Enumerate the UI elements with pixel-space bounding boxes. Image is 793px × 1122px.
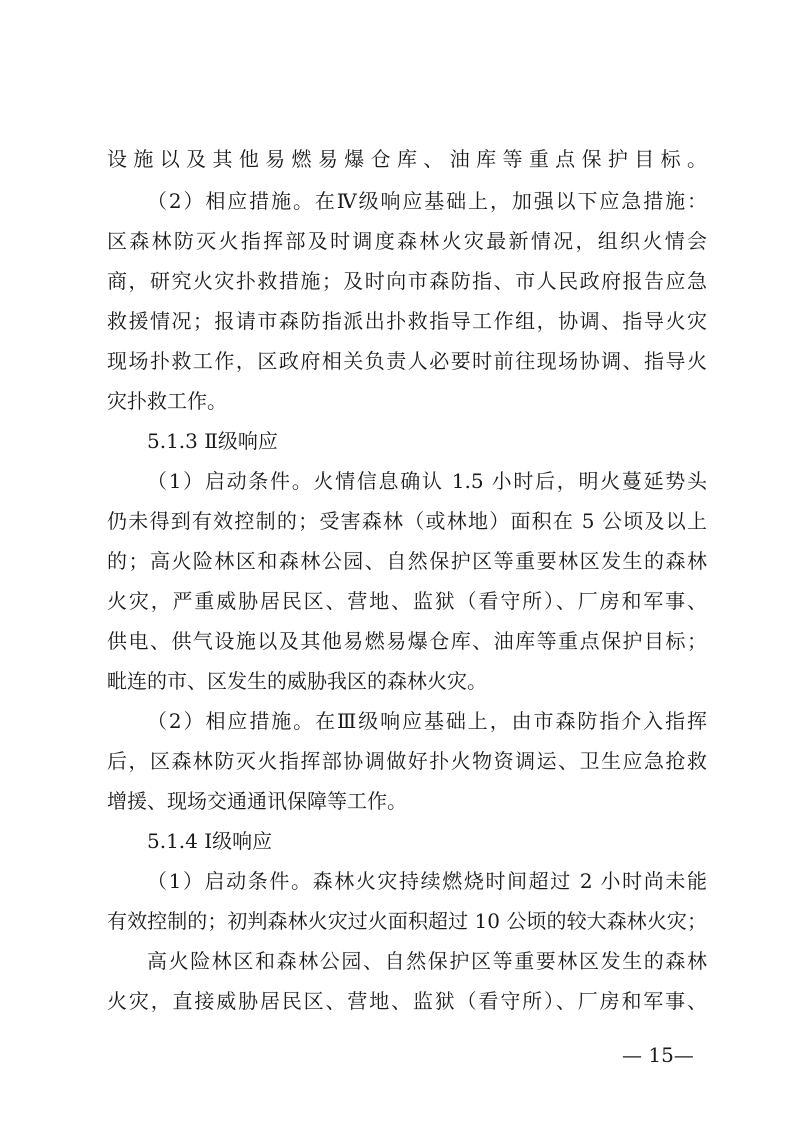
section-heading-5-1-3: 5.1.3 Ⅱ级响应 xyxy=(147,429,278,453)
text-line-16: 后，区森林防灭火指挥部协调做好扑火物资调运、卫生应急抢救 xyxy=(107,749,707,773)
text-line-12: 火灾，严重威胁居民区、营地、监狱（看守所）、厂房和军事、 xyxy=(107,589,707,613)
text-line-6: 现场扑救工作，区政府相关负责人必要时前往现场协调、指导火 xyxy=(107,349,707,373)
text-line-21: 高火险林区和森林公园、自然保护区等重要林区发生的森林 xyxy=(147,949,707,973)
text-line-11: 的；高火险林区和森林公园、自然保护区等重要林区发生的森林 xyxy=(107,549,707,573)
text-line-1: 设施以及其他易燃易爆仓库、油库等重点保护目标。 xyxy=(107,147,707,171)
text-line-19: （1）启动条件。森林火灾持续燃烧时间超过 2 小时尚未能 xyxy=(147,869,707,893)
text-line-7: 灾扑救工作。 xyxy=(107,389,227,413)
text-line-22: 火灾，直接威胁居民区、营地、监狱（看守所）、厂房和军事、 xyxy=(107,989,707,1013)
text-line-15: （2）相应措施。在Ⅲ级响应基础上，由市森防指介入指挥 xyxy=(147,709,707,733)
text-line-2: （2）相应措施。在Ⅳ级响应基础上，加强以下应急措施： xyxy=(147,189,707,213)
text-line-9: （1）启动条件。火情信息确认 1.5 小时后，明火蔓延势头 xyxy=(147,469,707,493)
text-line-3: 区森林防灭火指挥部及时调度森林火灾最新情况，组织火情会 xyxy=(107,229,707,253)
section-heading-5-1-4: 5.1.4 Ⅰ级响应 xyxy=(147,829,273,853)
text-line-13: 供电、供气设施以及其他易燃易爆仓库、油库等重点保护目标； xyxy=(107,629,707,653)
text-line-4: 商，研究火灾扑救措施；及时向市森防指、市人民政府报告应急 xyxy=(107,269,707,293)
page-number: — 15— xyxy=(622,1043,694,1067)
text-line-20: 有效控制的；初判森林火灾过火面积超过 10 公顷的较大森林火灾； xyxy=(107,909,707,933)
text-line-14: 毗连的市、区发生的威胁我区的森林火灾。 xyxy=(107,669,487,693)
text-line-5: 救援情况；报请市森防指派出扑救指导工作组，协调、指导火灾 xyxy=(107,309,707,333)
text-line-10: 仍未得到有效控制的；受害森林（或林地）面积在 5 公顷及以上 xyxy=(107,509,707,533)
text-line-17: 增援、现场交通通讯保障等工作。 xyxy=(107,789,407,813)
